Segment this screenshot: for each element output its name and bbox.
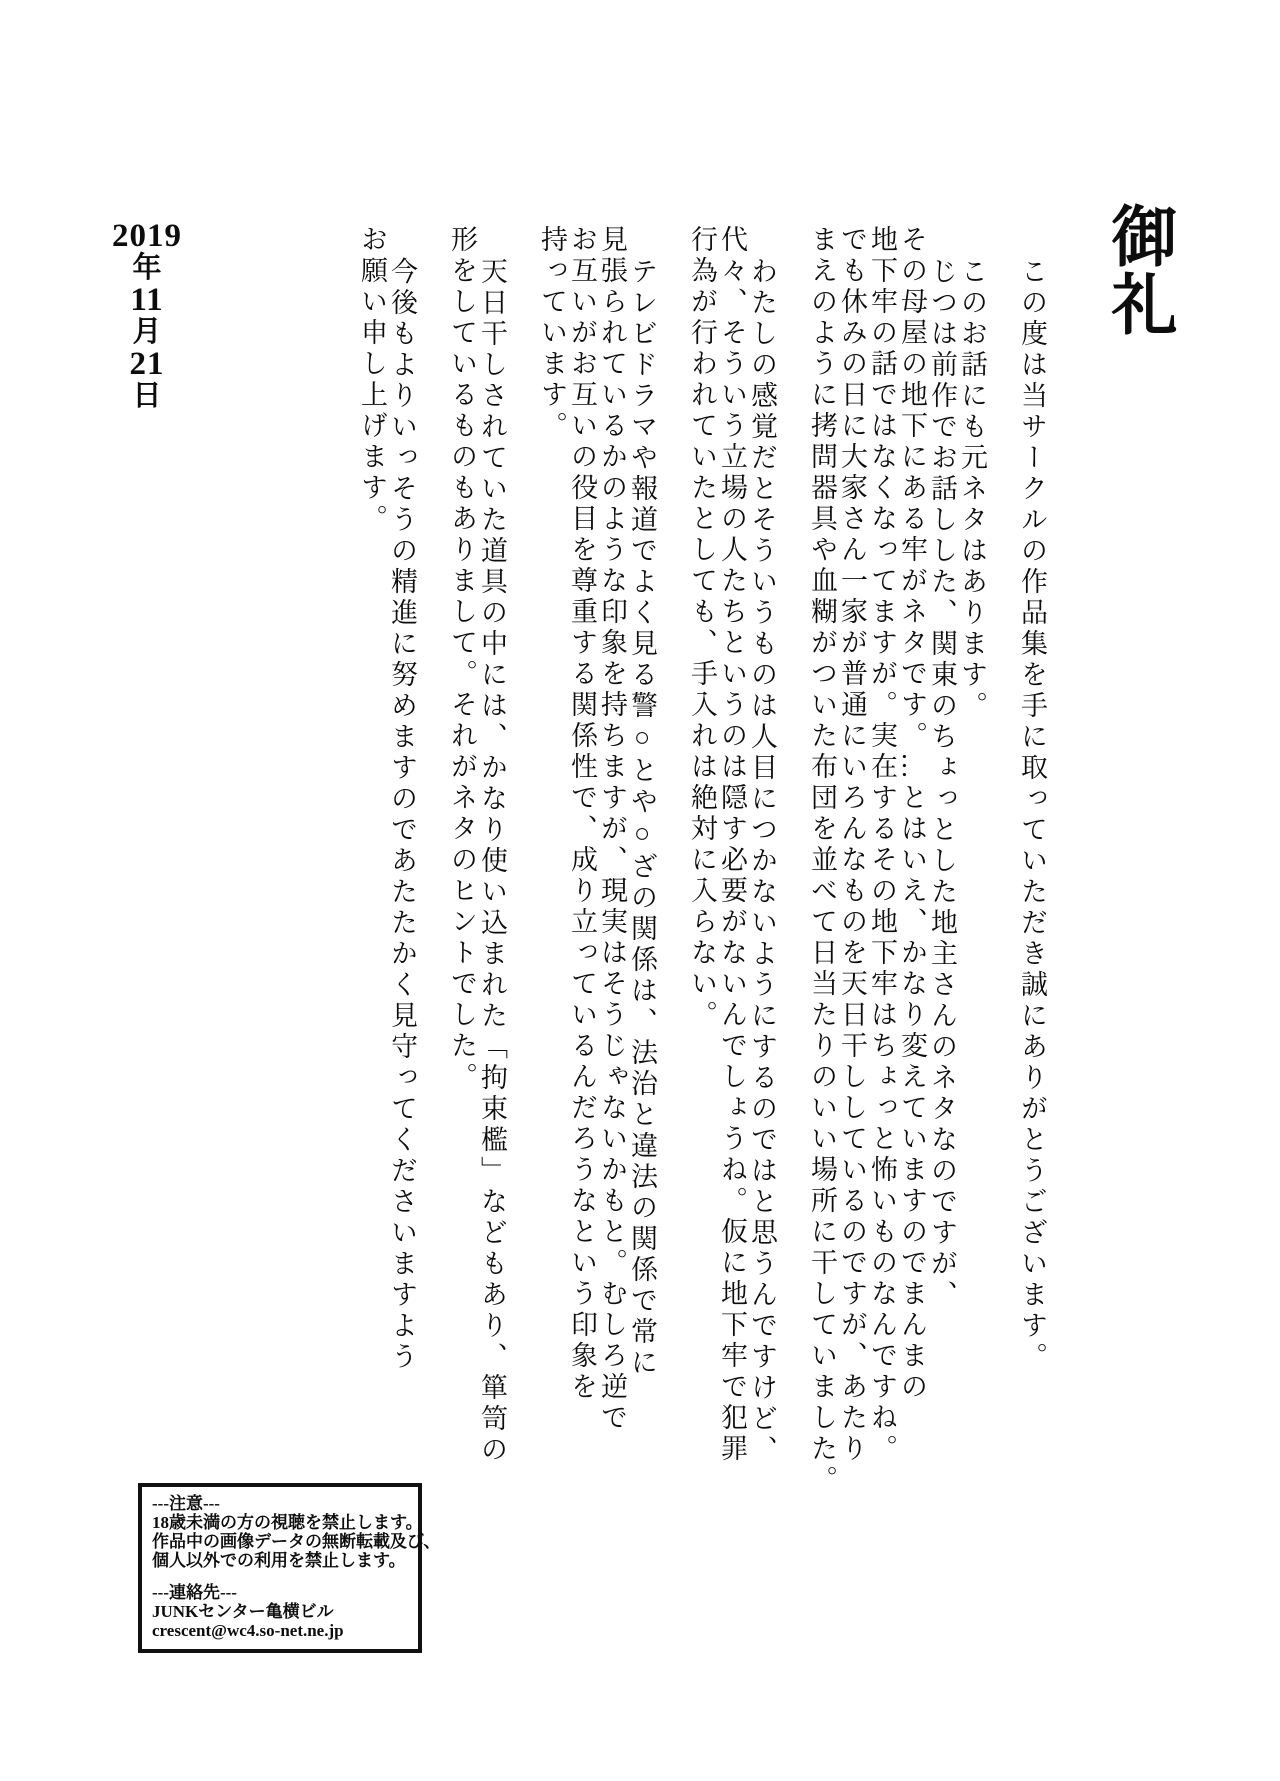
notice-attention-header: ---注意--- xyxy=(152,1494,220,1513)
text-column: その母屋の地下にある牢がネタです。…とはいえ、かなり変えていますのでまんまの xyxy=(897,225,927,1403)
text-column: 形をしているものもありまして。それがネタのヒントでした。 xyxy=(447,225,477,1093)
notice-line: JUNKセンター亀横ビル xyxy=(152,1602,334,1621)
notice-line: 18歳未満の方の視聴を禁止します。 xyxy=(152,1513,423,1532)
text-column: このお話にも元ネタはあります。 xyxy=(957,257,987,722)
notice-line: 作品中の画像データの無断転載及び、 xyxy=(152,1532,441,1551)
notice-contact-lines xyxy=(152,1602,410,1640)
date-segment: 月 xyxy=(132,316,162,348)
text-column: 見張られているかのような印象を持ちますが、現実はそうじゃないかもと。むしろ逆で xyxy=(597,225,627,1434)
date-segment: 11 xyxy=(130,282,164,318)
page-title: 御礼 xyxy=(1101,202,1174,338)
text-column: 地下牢の話ではなくなってますが。実在するその地下牢はちょっと怖いものなんですね。 xyxy=(867,225,897,1465)
text-column: 代々、そういう立場の人たちというのは隠す必要がないんでしょうね。仮に地下牢で犯罪 xyxy=(717,225,747,1465)
text-column: この度は当サークルの作品集を手に取っていただき誠にありがとうございます。 xyxy=(1017,257,1047,1373)
text-column: 天日干しされていた道具の中には、かなり使い込まれた「拘束檻」などもあり、箪笥の xyxy=(477,257,507,1466)
notice-line: crescent@wc4.so-net.ne.jp xyxy=(152,1621,344,1640)
text-column: テレビドラマや報道でよく見る警○とや○ざの関係は、法治と違法の関係で常に xyxy=(627,257,657,1379)
text-column: 持っています。 xyxy=(537,225,567,442)
text-column: 今後もよりいっそうの精進に努めますのであたたかく見守ってくださいますよう xyxy=(387,257,417,1373)
date-segment: 21 xyxy=(129,346,165,382)
text-column: 行為が行われていたとしても、手入れは絶対に入らない。 xyxy=(687,225,717,1031)
text-column: じつは前作でお話しした、関東のちょっとした地主さんのネタなのですが、 xyxy=(927,257,957,1311)
text-column: わたしの感覚だとそういうものは人目につかないようにするのではと思うんですけど、 xyxy=(747,257,777,1466)
notice-box xyxy=(138,1483,441,1653)
notice-line: 個人以外での利用を禁止します。 xyxy=(152,1551,406,1570)
notice-attention-lines xyxy=(152,1513,441,1570)
text-column: まえのように拷問器具や血糊がついた布団を並べて日当たりのいい場所に干していました。 xyxy=(807,225,837,1496)
text-column: お互いがお互いの役目を尊重する関係性で、成り立っているんだろうなという印象を xyxy=(567,225,597,1403)
date-segment: 年 xyxy=(132,252,162,284)
publication-date xyxy=(110,220,184,412)
notice-contact-header: ---連絡先--- xyxy=(152,1583,237,1602)
text-column: でも休みの日に大家さん一家が普通にいろんなものを天日干ししているのですが、あたり xyxy=(837,225,867,1465)
text-column: お願い申し上げます。 xyxy=(357,225,387,535)
date-segment: 2019 xyxy=(112,218,182,254)
date-segment: 日 xyxy=(132,380,162,412)
